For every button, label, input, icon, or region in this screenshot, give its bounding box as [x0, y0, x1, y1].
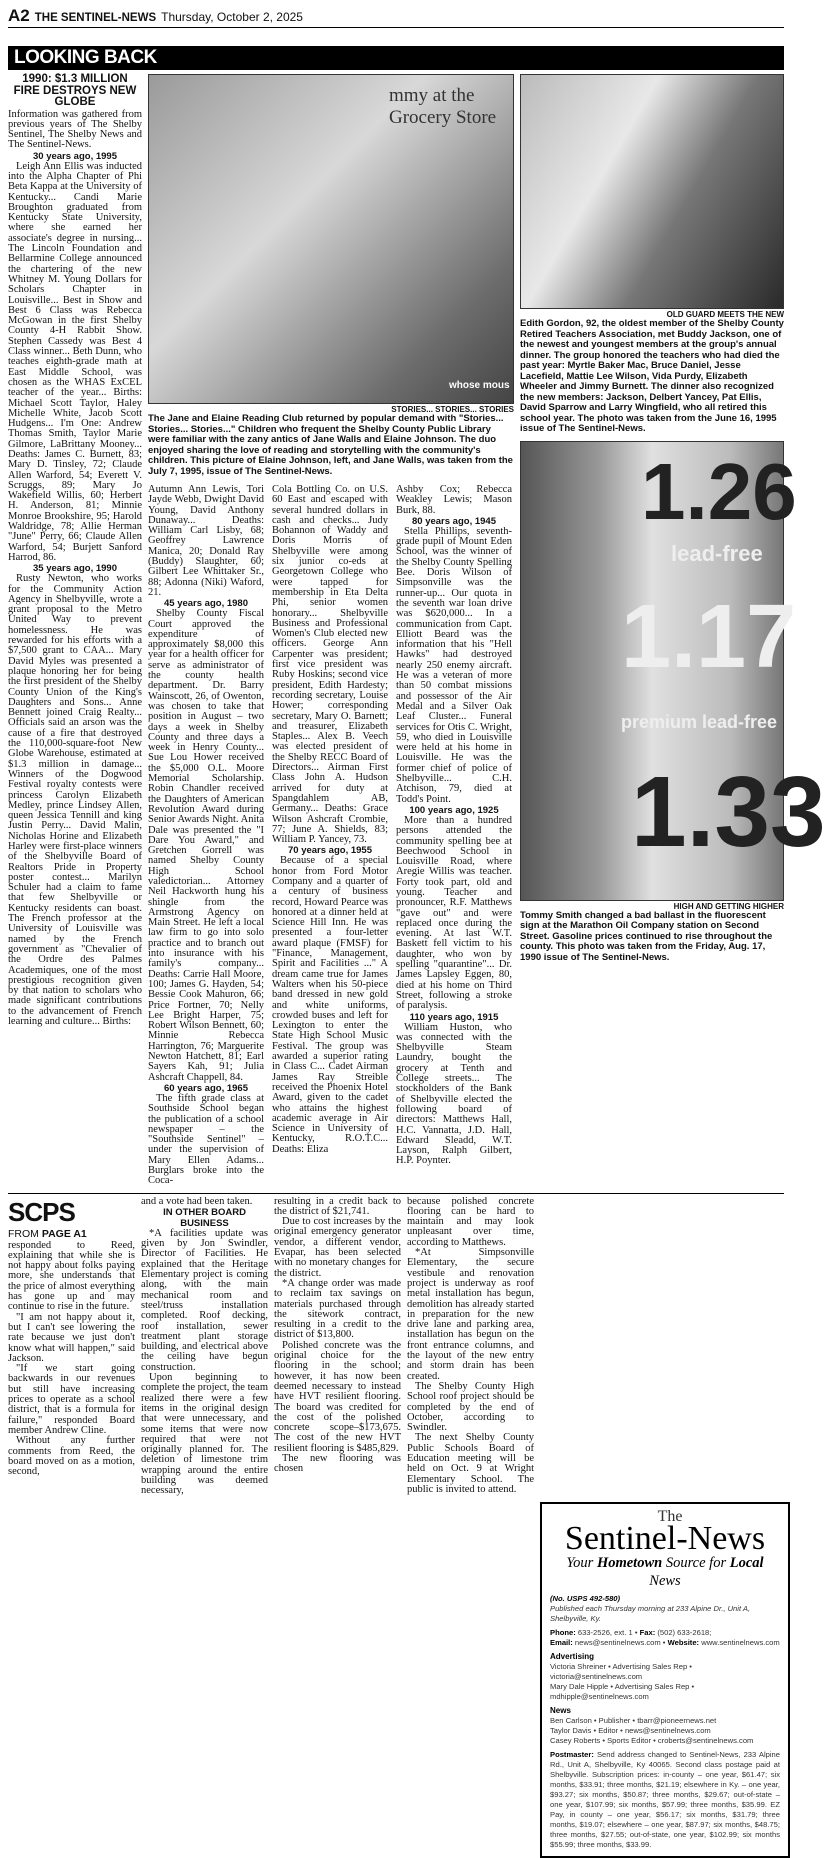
paragraph: More than a hundred persons attended the community spelling bee at Beechwood School in Louisville Road, where Aregie Willis was teacher. Forty took part, old and young. Teacher and pronouncer, R.F. Matthews "gave out" and were replaced once during the evening. At last W.T. Baskett fell victim to his daughter, who won by spelling "quarantine"... Dr. James Lapsley Eggen, 80, died at his home on Third Street, following a stroke of paralysis. [396, 814, 512, 1012]
email-link[interactable]: news@sentinelnews.com • [572, 1637, 668, 1647]
photo-gas-sign [520, 441, 826, 901]
phone-label: Phone: [550, 1627, 576, 1637]
left-column [8, 74, 142, 1187]
photo-label: HIGH AND GETTING HIGHER [673, 901, 784, 911]
paragraph: William Huston, who was connected with the Shelbyville Steam Laundry, bought the grocery at Tenth and College streets... The stockholders of the Bank of Shelbyville elected the following board of directors: Matthews Hall, H.C. Vannatta, J.D. Hall, Edward Sleadd, W.T. Layson, Ralph Gilbert, H.P. Poynter. [396, 1021, 512, 1167]
price-label-1: lead-free [671, 540, 763, 566]
usps-number: (No. USPS 492-580) [550, 1593, 621, 1603]
price-label-2: premium lead-free [621, 711, 778, 732]
paragraph: Leigh Ann Ellis was inducted into the Alpha Chapter of Phi Beta Kappa at the University of Kentucky... Candi Marie Broughton graduated from Kentucky State University, where she earned her associate's degree in nursing... The Lincoln Foundation and Bellarmine College announced the chartering of the new Whitney M. Young Dollars for Scholars Chapter in Louisville... Best in Show and Best 6 Class was Rebecca McGowan in the first Shelby County 4-H Rabbit Show. Stephen Cassedy was Best 4 Class winner... Beth Dunn, who teaches eighth-grade math at East Middle School, was chosen as the WHAS ExCEL teacher of the year... Births: Michael Scott Taylor, Haley Michelle White, Jacob Scott Hudgens... I'm One: Andrew Thomas Smith, Taylor Marie Gilmore, LaBrittany Mooney... Deaths: James C. Burnett, 83; Mary D. Tinsley, 72; Claude Allen Warford, 54; Everett V. Scruggs, 89; Mary Jo Wakefield Willis, 60; Herbert H. Anderson, 81; Minnie Monroe Brookshire, 95; Harold Waldridge, 78; Allie Herman "June" Perry, 66; Claude Allen Warford, 54; Burjett Sanford Harrod, 86. [8, 160, 142, 563]
subheading: 80 years ago, 1945 [412, 515, 496, 527]
paragraph: Upon beginning to complete the project, the team realized there were a few items in the original design that were unnecessary, and some items that were now required that were not originally planned for. The deletion of limestone trim wrapping around the entire building was deemed necessary, [141, 1372, 268, 1497]
photo-caption: The Jane and Elaine Reading Club returned by popular demand with "Stories... Stories... Stories..." Children who frequent the Shelby County Public Library were familiar with the zany antics of Jane Walls and Elaine Johnson. The duo enjoyed sharing the love of reading and storytelling with the community's children. This picture of Elaine Johnson, left, and Jane Walls, was taken from the July 7, 1995, issue of The Sentinel-News. [148, 413, 513, 477]
paragraph: *At Simpsonville Elementary, the secure vestibule and renovation project is underway as roof metal installation has begun, demolition has already started in preparation for the new drive lane and parking area, installation has begun on the front entrance columns, and the layout of the new entry and storm drain has been created. [407, 1247, 534, 1382]
tagline-part: Source for [662, 1554, 730, 1571]
email-line [550, 1638, 780, 1648]
website-link[interactable]: www.sentinelnews.com [699, 1637, 780, 1647]
jump-line [8, 1227, 135, 1241]
article-column-3 [272, 485, 388, 1187]
subheading: 35 years ago, 1990 [33, 563, 117, 575]
paragraph: "I am not happy about it, but I can't see lowering the rate because we just don't know what will happen," said Jackson. [8, 1311, 135, 1364]
paragraph: Rusty Newton, who works for the Community Action Agency in Shelbyville, wrote a grant proposal to the Metro United Way to prevent homelessness. He was rewarded for his efforts with a $7,500 grant to CAA... Mary David Myles was presented a plaque honoring her for being the first president of the Shelby County Union of the King's Daughters and Sons... Anne Bennett joined Craig Realty... Officials said an arson was the cause of a fire that destroyed the 110,000-square-foot New Globe Warehouse, estimated at $1.3 million in damage... Winners of the Dogwood Festival royalty contests were princess Carolyn Elizabeth Medley, prince Lindsey Allen, queen Jessica Tennill and king Justin Perry... David Malin, Nicholas Horine and Elizabeth Harley were first-place winners of the Shelbyville Board of Realtors Pride in Property poster contest... Marilyn Schuler had a claim to fame that few Shelbyville or Kentucky residents can boast. The French professor at the University of Louisville was named by the French government as "Chevalier of the Ordre des Palmes Academiques, one of the most prestigious recognition given by that nation to scholars who made significant contributions to the advancement of French learning and culture... Births: [8, 573, 142, 1028]
masthead-box [540, 1502, 790, 1858]
middle-columns [148, 485, 514, 1187]
photo-old-guard [520, 74, 784, 309]
postmaster-label: Postmaster: [550, 1749, 594, 1759]
subheading: 1990: $1.3 MILLION FIRE DESTROYS NEW GLOBE [13, 73, 137, 108]
staff-line: Casey Roberts • Sports Editor • croberts@sentinelnews.com [550, 1735, 754, 1745]
paragraph: resulting in a credit back to the district of $21,741. [274, 1195, 401, 1217]
paragraph: The fifth grade class at Southside School began the publication of a school newspaper – the "Southside Sentinel" – under the supervision of Mary Ellen Adams... Burglars broke into the Coca- [148, 1092, 264, 1187]
paragraph: The new flooring was chosen [274, 1453, 401, 1475]
tagline-part: Hometown [596, 1554, 663, 1571]
paragraph: *A facilities update was given by Jon Swindler, Director of Facilities. He explained that the Heritage Elementary project is coming along, with the main mechanical room and steel/truss installation completed. Roof decking, roof installation, sewer treatment plant storage building, and electrical above the ceiling have begun construction. [141, 1227, 268, 1373]
page [8, 0, 826, 1858]
email-label: Email: [550, 1637, 573, 1647]
paragraph: The next Shelby County Public Schools Board of Education meeting will be held on Oct. 9 at Wright Elementary School. The public is invited to attend. [407, 1432, 534, 1495]
article-column-2 [148, 485, 264, 1187]
paragraph: responded to Reed, explaining that while she is not happy about folks paying more, she understands that the price of almost everything has gone up and may continue to rise in the future. [8, 1239, 135, 1313]
paragraph: Information was gathered from previous years of The Shelby Sentinel, The Shelby News and The Sentinel-News. [8, 108, 142, 151]
tagline-part: Local [729, 1554, 764, 1571]
advertising-heading: Advertising [550, 1651, 595, 1661]
scps-column-1 [8, 1241, 135, 1478]
scps-column-4 [407, 1197, 534, 1858]
staff-line: Taylor Davis • Editor • news@sentinelnews.com [550, 1725, 711, 1735]
photo-sign-text: mmy at the Grocery Store [389, 85, 497, 128]
staff-line: Mary Dale Hipple • Advertising Sales Rep • mdhipple@sentinelnews.com [550, 1681, 695, 1701]
paragraph: Without any further comments from Reed, the board moved on as a motion, second, [8, 1435, 135, 1478]
subheading: IN OTHER BOARD BUSINESS [163, 1206, 246, 1229]
subheading: 30 years ago, 1995 [33, 150, 117, 162]
fax: (502) 633-2618; [655, 1627, 712, 1637]
subheading: 45 years ago, 1980 [164, 598, 248, 610]
paragraph: "If we start going backwards in our revenues but still have increasing prices to operate as a school district, that is a formula for failure," responded Board member Andrew Cline. [8, 1363, 135, 1436]
phone-line [550, 1628, 780, 1638]
price-2: 1.17 [621, 586, 797, 687]
page-number: A2 [8, 6, 30, 25]
photo-caption: Tommy Smith changed a bad ballast in the fluorescent sign at the Marathon Oil Company station on Second Street. Gasoline prices continued to rise throughout the county. This photo was taken from the Friday, Aug. 17, 1990 issue of The Sentinel-News. [520, 909, 773, 963]
scps-title: SCPS [8, 1196, 75, 1227]
staff-line: Victoria Shreiner • Advertising Sales Rep • victoria@sentinelnews.com [550, 1661, 692, 1681]
scps-column-1-wrap [8, 1197, 135, 1858]
paragraph: Autumn Ann Lewis, Tori Jayde Webb, Dwight David Young, David Anthony Dunaway... Deaths: William Carl Lisby, 68; Geoffrey Lawrence Manica, 20; Donald Ray (Buddy) Slaughter, 60; Gilbert Lee Whittaker Sr., 88; Adonna (Niki) Waford, 21. [148, 484, 264, 598]
tagline-part: News [649, 1572, 681, 1589]
photo-stories [148, 74, 514, 404]
article-column-4 [396, 485, 512, 1187]
photo-caption: Edith Gordon, 92, the oldest member of the Shelby County Retired Teachers Association, met Buddy Jackson, one of the newest and youngest members at the group's annual dinner. The group honored the teachers who had died the past year: Myrtle Baker Mac, Bruce Daniel, Jesse Lacefield, Mattie Lee Wilson, Vida Purdy, Elizabeth Wheeler and Jimmy Burnett. The dinner also recognized the new members: Jackson, Delbert Yancey, Pat Ellis, David Sparrow and Larry Wingfield, who all retired this school year. The photo was taken from the June 16, 1995 issue of The Sentinel-News. [520, 318, 784, 434]
masthead-name: Sentinel-News [564, 1519, 766, 1557]
paragraph: Because of a special honor from Ford Motor Company and a quarter of a century of business record, Howard Pearce was honored at a dinner held at Science Hill Inn. He was presented a four-letter award plaque (FMSF) for "Finance, Management, Spirit and Facilities ..." A dream came true for James Walters when his 50-piece band dressed in new gold and white uniforms, crowded buses and left for Lexington to enter the State High School Music Festival. The group was awarded a superior rating in Class C... Cadet Airman James Ray Streible received the Phoenix Hotel Award, given to the cadet who attains the highest academic average in Air Science in University of Kentucky, R.O.T.C... Deaths: Eliza [272, 855, 388, 1155]
subheading: 70 years ago, 1955 [288, 845, 372, 857]
paragraph: Stella Phillips, seventh-grade pupil of Mount Eden School, was the winner of the Shelby County Spelling Bee. Doris Wilson of Simpsonville was the runner-up... Our quota in the seventh war loan drive was $620,000... In a communication from Capt. Elliott Beard was the information that his "Hell Hawks" had destroyed nearly 250 enemy aircraft. He was a veteran of more than 50 combat missions and possessor of the Air Medal and a Silver Oak Leaf Cluster... Funeral services for Otis C. Wright, 59, who died in Louisville were held at his home in Louisville. He was the former chief of police of Shelbyville... C.H. Atchison, 79, died at Todd's Point. [396, 525, 512, 805]
staff-line: Ben Carlson • Publisher • tbarr@pioneernews.net [550, 1715, 717, 1725]
paragraph: and a vote had been taken. [141, 1195, 253, 1207]
right-area [520, 74, 826, 1187]
postmaster-notice [550, 1750, 780, 1850]
jump-page: PAGE A1 [41, 1227, 87, 1240]
website-label: Website: [667, 1637, 700, 1647]
subheading: 60 years ago, 1965 [164, 1082, 248, 1094]
fax-label: Fax: [639, 1627, 656, 1637]
price-3: 1.33 [631, 755, 826, 868]
phone: 633-2526, ext. 1 • [575, 1627, 640, 1637]
photo-label: OLD GUARD MEETS THE NEW [666, 310, 784, 319]
paragraph: Due to cost increases by the original emergency generator vendor, a different vendor, Evapar, has been selected with no monetary changes for the district. [274, 1216, 401, 1279]
publication-name: THE SENTINEL-NEWS [34, 12, 157, 24]
paragraph: Cola Bottling Co. on U.S. 60 East and escaped with several hundred dollars in cash and checks... Judy Bohannon of Waddy and Doris Morris of Shelbyville were among six junior co-eds at Georgetown College who were tapped for membership in Eta Delta Phi, senior women honorary... Shelbyville Business and Professional Women's Club elected new officers. George Ann Carpenter was president; first vice president was Ruby Hoskins; second vice president, Edith Hardesty; recording secretary, Louise Hower; corresponding secretary, Mary O. Barnett; and treasurer, Elizabeth Staples... Alex B. Veech was elected president of the Shelby RECC Board of Directors... Airman First Class John A. Hudson arrived for duty at Spangdahlem AB, Germany... Deaths: Grace Wilson Ashcraft Crombie, 77; June A. Shields, 83; William P. Yancey, 73. [272, 484, 388, 846]
paragraph: Polished concrete was the original choice for the flooring in the school; however, it has now been deemed necessary to instead have HVT resilient flooring. The board was credited for the cost of the polished concrete scope–$173,675. The cost of the new HVT resilient flooring is $485,829. [274, 1339, 401, 1454]
tagline-part: Your [566, 1554, 597, 1571]
issue-date: Thursday, October 2, 2025 [161, 10, 303, 24]
paragraph: The Shelby County High School roof project should be completed by the end of October, according to Swindler. [407, 1380, 534, 1434]
scps-section [8, 1197, 784, 1858]
masthead-column [540, 1197, 790, 1858]
looking-back-section [8, 73, 826, 1187]
paragraph: *A change order was made to reclaim tax savings on materials purchased through the sitework contract, resulting in a credit to the district of $13,800. [274, 1277, 401, 1341]
news-heading: News [550, 1705, 571, 1715]
subheading: 100 years ago, 1925 [409, 804, 499, 816]
published-line: Published each Thursday morning at 233 Alpine Dr., Unit A, Shelbyville, Ky. [550, 1603, 751, 1623]
postmaster-text: Send address changed to Sentinel-News, 233 Alpine Rd., Unit A, Shelbyville, Ky 40065. Second class postage paid at Shelbyville. Subscription prices: in-county – one year, $61.47; six months, $33.91; three months, $21.19; elsewhere in Ky. – one year, $93.27; six months, $50.87; three months, $29.67; out-of-state – one year, $107.99; six months, $57.99; three months, $35.99. EZ Pay, in county – one year, $56.17; six months, $31.79; three months, $19.07; elsewhere – one year, $87.97; six months, $48.75; three months, $27.55; out-of-state, one year, $102.99; six months $55.99; three months, $33.99. [550, 1749, 780, 1849]
photo-label: STORIES... STORIES... STORIES [391, 405, 514, 414]
masthead-the: The [657, 1507, 683, 1525]
price-1: 1.26 [641, 446, 797, 536]
scps-column-2 [141, 1197, 268, 1858]
page-header [8, 6, 784, 28]
photo-book-text: whose mous [449, 380, 510, 391]
middle-area [148, 74, 514, 1187]
paragraph: Ashby Cox; Rebecca Weakley Lewis; Mason Burk, 88. [396, 484, 512, 516]
scps-column-3 [274, 1197, 401, 1858]
jump-prefix: FROM [8, 1227, 39, 1240]
paragraph: Shelby County Fiscal Court approved the expenditure of approximately $8,000 this year for a health officer for serve as administrator of the county health department. Dr. Barry Wainscott, 26, of Owenton, was chosen to take that position in August – two days a week in Shelby County and three days a week in Henry County... Sue Lou Hower received the $5,000 O.L. Moore Memorial Scholarship. Robin Chandler received the Daughters of American Revolution Award during Senior Awards Night. Anita Dale was presented the "I Dare You Award," and Gretchen Gorrell was named Shelby County High School valedictorian... Attorney Neil Hackworth hung his shingle from the Armstrong Agency on Main Street. He left a local law firm to go into solo practice and to branch out into insurance with his family's company... Deaths: Carrie Hall Moore, 100; James G. Hayden, 54; Bessie Cook Mahuron, 66; Price Fortner, 70; Nelly Lee Bright Harper, 75; Robert Wilson Bennett, 60; Minnie Rebecca Harrington, 76; Marguerite Newton Hatchett, 81; Earl Sayers Kah, 91; Julia Ashcraft Chappell, 84. [148, 608, 264, 1083]
section-title: LOOKING BACK [8, 46, 784, 70]
divider [8, 1193, 784, 1194]
paragraph: because polished concrete flooring can be hard to maintain and may look unpleasant over time, according to Matthews. [407, 1195, 534, 1248]
subheading: 110 years ago, 1915 [409, 1011, 499, 1023]
masthead-tagline [550, 1554, 780, 1590]
